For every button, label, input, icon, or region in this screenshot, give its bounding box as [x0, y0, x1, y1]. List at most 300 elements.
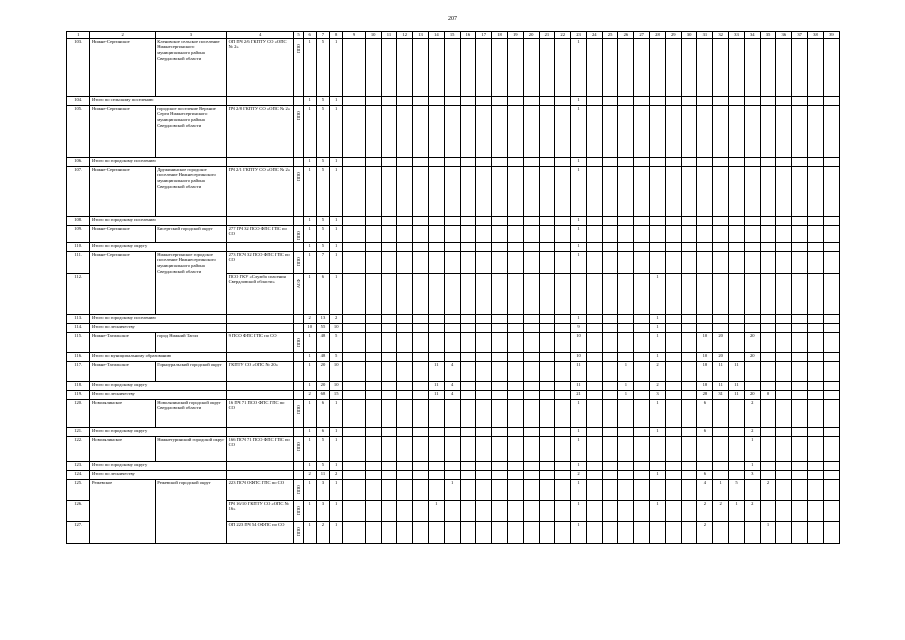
value-cell: [523, 323, 539, 332]
value-cell: [586, 470, 602, 479]
value-cell: [397, 352, 413, 361]
value-cell: [602, 361, 618, 381]
unit-cell: ПЧ 2/1 ГКПТУ СО «ОПС № 2»: [227, 166, 294, 216]
value-cell: [555, 157, 571, 166]
value-cell: [697, 323, 713, 332]
value-cell: [729, 38, 745, 96]
value-cell: [634, 96, 650, 105]
column-number: 38: [808, 32, 824, 39]
value-cell: [428, 105, 444, 157]
value-cell: [343, 332, 365, 352]
value-cell: [523, 105, 539, 157]
value-cell: [428, 273, 444, 314]
value-cell: 11: [713, 381, 729, 390]
value-cell: [713, 242, 729, 251]
value-cell: 6: [697, 427, 713, 436]
municipality-cell: городское поселение Верхние Серги Нижнесергинского муниципального района Свердловской области: [155, 105, 226, 157]
value-cell: [744, 225, 760, 242]
value-cell: 11: [713, 361, 729, 381]
type-cell: [294, 314, 303, 323]
total-label: Итого по лесничеству: [90, 470, 227, 479]
value-cell: [729, 323, 745, 332]
value-cell: [586, 479, 602, 500]
value-cell: 18: [697, 381, 713, 390]
column-number: 33: [729, 32, 745, 39]
value-cell: [760, 427, 776, 436]
value-cell: [602, 251, 618, 273]
value-cell: 68: [316, 390, 329, 399]
value-cell: [555, 381, 571, 390]
value-cell: [665, 251, 681, 273]
value-cell: [618, 470, 634, 479]
value-cell: [618, 273, 634, 314]
value-cell: [492, 427, 508, 436]
value-cell: [760, 273, 776, 314]
value-cell: [602, 105, 618, 157]
value-cell: [634, 242, 650, 251]
value-cell: 11: [316, 470, 329, 479]
value-cell: [665, 381, 681, 390]
value-cell: [428, 399, 444, 427]
type-cell: [294, 157, 303, 166]
value-cell: [444, 105, 460, 157]
value-cell: [476, 225, 492, 242]
value-cell: 1: [650, 427, 666, 436]
value-cell: 1: [618, 381, 634, 390]
value-cell: [413, 216, 429, 225]
value-cell: 2: [760, 479, 776, 500]
value-cell: [602, 242, 618, 251]
value-cell: [792, 361, 808, 381]
value-cell: 6: [316, 273, 329, 314]
value-cell: [713, 436, 729, 461]
value-cell: [823, 479, 839, 500]
type-cell: [294, 96, 303, 105]
value-cell: [555, 500, 571, 521]
value-cell: [713, 96, 729, 105]
value-cell: [460, 242, 476, 251]
value-cell: 2: [744, 399, 760, 427]
value-cell: [413, 38, 429, 96]
value-cell: [760, 381, 776, 390]
value-cell: [365, 390, 381, 399]
value-cell: [586, 352, 602, 361]
value-cell: [634, 332, 650, 352]
table-row: [67, 479, 840, 500]
value-cell: 5: [316, 461, 329, 470]
value-cell: [808, 225, 824, 242]
value-cell: [713, 251, 729, 273]
value-cell: 2: [650, 381, 666, 390]
column-number: 12: [397, 32, 413, 39]
value-cell: [343, 273, 365, 314]
value-cell: [665, 521, 681, 543]
value-cell: [460, 96, 476, 105]
column-number: 29: [665, 32, 681, 39]
value-cell: [760, 105, 776, 157]
unit-cell: ПЧ 16/10 ГКПТУ СО «ОПС № 16»: [227, 500, 294, 521]
value-cell: [397, 157, 413, 166]
value-cell: [602, 323, 618, 332]
column-number: 6: [303, 32, 316, 39]
value-cell: 11: [729, 390, 745, 399]
value-cell: [823, 461, 839, 470]
value-cell: [507, 105, 523, 157]
value-cell: [343, 390, 365, 399]
value-cell: [808, 96, 824, 105]
value-cell: [413, 521, 429, 543]
value-cell: [634, 352, 650, 361]
value-cell: [823, 521, 839, 543]
value-cell: [681, 216, 697, 225]
value-cell: 7: [316, 251, 329, 273]
value-cell: [343, 166, 365, 216]
value-cell: [381, 461, 397, 470]
value-cell: [397, 479, 413, 500]
value-cell: [381, 399, 397, 427]
value-cell: [665, 436, 681, 461]
value-cell: [681, 251, 697, 273]
value-cell: [555, 216, 571, 225]
municipality-cell: Бисертский городской округ: [155, 225, 226, 242]
value-cell: [792, 105, 808, 157]
value-cell: [602, 216, 618, 225]
value-cell: [729, 225, 745, 242]
value-cell: 2: [303, 314, 316, 323]
value-cell: [397, 225, 413, 242]
value-cell: [744, 381, 760, 390]
value-cell: [792, 390, 808, 399]
value-cell: [492, 157, 508, 166]
value-cell: 20: [713, 332, 729, 352]
value-cell: 3: [316, 479, 329, 500]
value-cell: 2: [330, 470, 343, 479]
value-cell: [713, 38, 729, 96]
value-cell: [665, 399, 681, 427]
unit-cell: ГКПТУ СО «ОПС № 20»: [227, 361, 294, 381]
value-cell: [523, 461, 539, 470]
value-cell: [523, 479, 539, 500]
value-cell: 1: [330, 157, 343, 166]
value-cell: [792, 500, 808, 521]
value-cell: [397, 216, 413, 225]
value-cell: [507, 381, 523, 390]
value-cell: 6: [697, 399, 713, 427]
column-number: 16: [460, 32, 476, 39]
value-cell: [792, 314, 808, 323]
value-cell: 1: [729, 500, 745, 521]
value-cell: [523, 427, 539, 436]
value-cell: 6: [316, 427, 329, 436]
district-cell: Нижне-Тагильское: [90, 332, 155, 352]
value-cell: [539, 399, 555, 427]
value-cell: [697, 105, 713, 157]
value-cell: 10: [330, 361, 343, 381]
value-cell: [776, 96, 792, 105]
value-cell: [618, 38, 634, 96]
table-row: [67, 461, 840, 470]
value-cell: 1: [650, 399, 666, 427]
row-number: 118.: [67, 381, 90, 390]
value-cell: [428, 521, 444, 543]
value-cell: [697, 251, 713, 273]
value-cell: [555, 436, 571, 461]
value-cell: [602, 390, 618, 399]
value-cell: [555, 470, 571, 479]
value-cell: [823, 216, 839, 225]
value-cell: [665, 479, 681, 500]
value-cell: 20: [744, 332, 760, 352]
value-cell: [792, 216, 808, 225]
table-row: [67, 96, 840, 105]
value-cell: 1: [330, 225, 343, 242]
value-cell: [713, 461, 729, 470]
value-cell: [523, 225, 539, 242]
value-cell: [760, 96, 776, 105]
value-cell: 1: [303, 436, 316, 461]
value-cell: [681, 381, 697, 390]
value-cell: 1: [571, 427, 587, 436]
value-cell: [618, 461, 634, 470]
value-cell: [365, 436, 381, 461]
value-cell: [729, 273, 745, 314]
value-cell: [460, 157, 476, 166]
value-cell: 1: [744, 436, 760, 461]
value-cell: [397, 314, 413, 323]
column-number: 30: [681, 32, 697, 39]
value-cell: [760, 361, 776, 381]
value-cell: [792, 251, 808, 273]
value-cell: [460, 166, 476, 216]
value-cell: [823, 38, 839, 96]
value-cell: 1: [330, 521, 343, 543]
table-row: [67, 323, 840, 332]
value-cell: [634, 399, 650, 427]
row-number: 110.: [67, 242, 90, 251]
value-cell: 2: [316, 521, 329, 543]
value-cell: [586, 381, 602, 390]
value-cell: 9: [571, 323, 587, 332]
value-cell: [397, 470, 413, 479]
value-cell: 31: [713, 390, 729, 399]
row-number: 119.: [67, 390, 90, 399]
column-number: 36: [776, 32, 792, 39]
value-cell: 2: [650, 361, 666, 381]
value-cell: [492, 242, 508, 251]
value-cell: 5: [729, 479, 745, 500]
value-cell: [602, 225, 618, 242]
value-cell: [397, 332, 413, 352]
value-cell: [381, 38, 397, 96]
value-cell: 10: [571, 352, 587, 361]
value-cell: [460, 251, 476, 273]
value-cell: [492, 352, 508, 361]
value-cell: [476, 500, 492, 521]
value-cell: 1: [303, 105, 316, 157]
value-cell: [634, 427, 650, 436]
value-cell: [381, 314, 397, 323]
value-cell: 5: [316, 96, 329, 105]
value-cell: [808, 436, 824, 461]
value-cell: [365, 461, 381, 470]
column-number: 3: [155, 32, 226, 39]
value-cell: [343, 242, 365, 251]
table-row: [67, 314, 840, 323]
value-cell: [697, 157, 713, 166]
value-cell: [634, 157, 650, 166]
value-cell: [729, 96, 745, 105]
value-cell: [760, 251, 776, 273]
value-cell: 10: [697, 332, 713, 352]
value-cell: [476, 352, 492, 361]
value-cell: [713, 157, 729, 166]
value-cell: [729, 166, 745, 216]
value-cell: [823, 251, 839, 273]
value-cell: [586, 500, 602, 521]
table-row: [67, 399, 840, 427]
value-cell: [428, 251, 444, 273]
value-cell: [634, 521, 650, 543]
value-cell: [397, 427, 413, 436]
value-cell: [397, 521, 413, 543]
row-number: 103.: [67, 38, 90, 96]
value-cell: 4: [444, 390, 460, 399]
value-cell: [665, 157, 681, 166]
value-cell: [665, 105, 681, 157]
value-cell: 1: [650, 352, 666, 361]
value-cell: [428, 461, 444, 470]
value-cell: 48: [316, 332, 329, 352]
value-cell: [776, 225, 792, 242]
total-label: Итого по сельскому поселению: [90, 96, 227, 105]
value-cell: 20: [713, 352, 729, 361]
value-cell: [397, 399, 413, 427]
table-row: [67, 332, 840, 352]
type-cell: ППО: [294, 166, 303, 216]
value-cell: [343, 399, 365, 427]
value-cell: [428, 332, 444, 352]
value-cell: [681, 157, 697, 166]
type-cell: [294, 461, 303, 470]
value-cell: [539, 470, 555, 479]
value-cell: [523, 251, 539, 273]
value-cell: [523, 521, 539, 543]
value-cell: [539, 436, 555, 461]
value-cell: [602, 314, 618, 323]
value-cell: [713, 470, 729, 479]
column-number: 34: [744, 32, 760, 39]
value-cell: [539, 157, 555, 166]
value-cell: [681, 470, 697, 479]
column-number: 17: [476, 32, 492, 39]
value-cell: [729, 461, 745, 470]
table-row: [67, 216, 840, 225]
value-cell: 4: [444, 361, 460, 381]
value-cell: [792, 521, 808, 543]
value-cell: [523, 332, 539, 352]
value-cell: [729, 399, 745, 427]
value-cell: [650, 216, 666, 225]
value-cell: 1: [330, 216, 343, 225]
column-number: 25: [602, 32, 618, 39]
value-cell: 1: [303, 361, 316, 381]
value-cell: [792, 352, 808, 361]
value-cell: [555, 399, 571, 427]
value-cell: [586, 216, 602, 225]
value-cell: [381, 332, 397, 352]
value-cell: [555, 361, 571, 381]
value-cell: [476, 521, 492, 543]
value-cell: [665, 461, 681, 470]
value-cell: [586, 225, 602, 242]
value-cell: [413, 157, 429, 166]
value-cell: [823, 361, 839, 381]
value-cell: [444, 427, 460, 436]
value-cell: [665, 332, 681, 352]
value-cell: [744, 314, 760, 323]
value-cell: [476, 436, 492, 461]
value-cell: [823, 352, 839, 361]
value-cell: [808, 157, 824, 166]
value-cell: 48: [316, 352, 329, 361]
value-cell: [776, 38, 792, 96]
value-cell: [760, 332, 776, 352]
value-cell: [586, 105, 602, 157]
value-cell: [476, 427, 492, 436]
column-number: 28: [650, 32, 666, 39]
value-cell: [476, 323, 492, 332]
value-cell: [776, 436, 792, 461]
value-cell: [650, 436, 666, 461]
value-cell: [444, 166, 460, 216]
value-cell: 11: [729, 361, 745, 381]
value-cell: 1: [303, 500, 316, 521]
row-number: 121.: [67, 427, 90, 436]
value-cell: 1: [650, 332, 666, 352]
value-cell: [808, 479, 824, 500]
value-cell: [523, 381, 539, 390]
value-cell: 1: [571, 96, 587, 105]
value-cell: [343, 470, 365, 479]
value-cell: 1: [571, 225, 587, 242]
value-cell: [365, 427, 381, 436]
district-cell: Нижне-Сергинское: [90, 166, 155, 216]
value-cell: [586, 461, 602, 470]
value-cell: [523, 273, 539, 314]
value-cell: [602, 166, 618, 216]
value-cell: [808, 361, 824, 381]
value-cell: 5: [316, 38, 329, 96]
column-number: 7: [316, 32, 329, 39]
value-cell: [539, 361, 555, 381]
value-cell: [343, 521, 365, 543]
value-cell: 2: [571, 470, 587, 479]
value-cell: [760, 470, 776, 479]
value-cell: [634, 461, 650, 470]
row-number: 123.: [67, 461, 90, 470]
value-cell: [650, 96, 666, 105]
value-cell: [602, 500, 618, 521]
value-cell: [823, 399, 839, 427]
table-row: [67, 361, 840, 381]
row-number: 117.: [67, 361, 90, 381]
value-cell: [586, 166, 602, 216]
column-number: 5: [294, 32, 303, 39]
value-cell: [776, 381, 792, 390]
value-cell: [428, 314, 444, 323]
value-cell: [792, 381, 808, 390]
value-cell: [381, 323, 397, 332]
